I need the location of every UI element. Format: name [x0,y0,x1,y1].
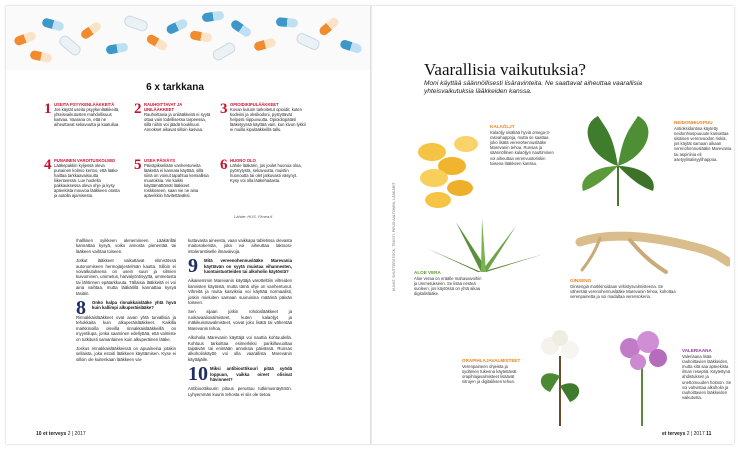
tip-text: Kovan kuluon tarkoitetut opioidit, kuten kodeiini ja oksikodoni, pystyttävät helposti riippuvuutta. Opioidiopätäsi lääketyyssä käyttää vain, kun kivun lykkii ei muilla kipulääkkeillä tallu. [230,107,306,132]
paragraph: Sen sijaan jotkin rohdoslääkkeet ja ruokavaaliovalmisteet, kuten kalaöljyt ja mäkikuismavalmisteet, voivat joko lisätä tai vähentää Marevanin tehoa. [188,309,292,331]
page-number: 11 [706,431,712,437]
panel-text: Aloe veraa on eräälle mahavaivoihin ja ummetukseen. Se lisää nesteä suoleen, jos käytössä on yhtä aikaa digitalislääke. [414,275,482,297]
right-page [372,6,734,444]
fish-oil-capsules-image [412,122,484,210]
panel-ginseng [562,218,734,322]
article-subtitle: Moni käyttää säännöllisesti lisäravinteita. Ne saattavat aiheuttaa vaarallisia yhteisvaikutuksia lääkkeiden kanssa. [424,80,643,95]
magazine-spread [6,6,734,444]
text-column-2 [188,238,292,401]
paragraph: Joskus rinnakkaislääkkeissä on apuaineina jotakin sellaista, joka estoiti lääkkeen käyttämisen. Kyse ei silloin ole kuitenkaan lääkkeen vai- [76,345,176,362]
issue: 2 | 2017 [686,431,705,437]
tip-heading: HUONO OLO [230,158,256,163]
tip-heading: USEITA PSYYKENLÄÄKKEITÄ [54,102,115,107]
panel-text: Antioksidantina käytetty neidonhiuspuuuute kasvattaa sisäisen verenvuodon riskiä, jos käytät samaan aikaan verenohennuslääke Marevania tai aspiriinia eli asetyylisalisyylihappoa. [674,125,732,162]
panel-text: Verenpaineen ohjeista ja sydämen tukeena käytettävät orapihlajavalmisteet lisäävät nitrojen ja digitaliksen tehoa. [462,363,517,385]
question-title: Onko halpa rinnakkaislääke yhtä hyvä kuin kallimpi alkuperäislääke? [92,300,176,311]
panel-label: ALOE VERA [414,270,441,275]
tip-6 [220,158,306,183]
paragraph: Jotkut lääkkeet vaikuttavat elimistössä autonomiseen hermojärjestelmän kautta. Silloin ei voivalkutuksena on usein suun ja silmien kuivuminen, ummetus, harvalyöntisyyttä, ummetusta tai lähtinnen epätarkkuuta. Tällaisia lääkkeitä ei voi aina vaihtaa, mutta lääkärillä kannattaa kysyä täsiäin. [76,258,176,296]
question-8 [76,297,176,320]
right-folio [662,431,711,437]
tip-number: 4 [44,157,52,173]
tip-text: Rauhoittavia ja unilääkkeitä ei syytä ottaa vain todellisessa tarpeessa, sillä niihin voi jäädä koukkuun. Annokset aikavat silloin kasvaa. [144,112,211,132]
tip-number: 3 [220,101,228,117]
panel-valeriaana [604,326,734,426]
text-column-1 [76,238,176,366]
valerian-flower-image [604,326,680,426]
tip-number: 2 [134,101,142,117]
magazine-name: et terveys [662,431,686,437]
issue: 2 | 2017 [67,431,86,437]
tip-text: Päiväpikseliään vanhentuneita lääkettä ei kannata käyttää, sillä siinä on voinut tapahtua kemiallisia muutoksia. Vie kaikki käyttämättömät lääkkeet roskkoseen, saan vie ne aina apteekkiin hävitettäväksi. [144,163,209,198]
tarkkana-box [44,82,306,230]
tip-number: 5 [134,157,142,173]
left-page [6,6,370,444]
paragraph: Ihalllinen syikkeen alenemineen. Lääkärilläi kannattaa kysyä, voiko annosta pienentää tai lääkeen vaihtaa toiseen. [76,238,176,254]
tip-number: 6 [220,157,228,173]
tip-text: Lähde lääkärin, jos joulet huonoa oloa, pyörrytystä, sekavuutta, muistin huonoutta tai olet jatkuvasti väsynyt. Kysy voi olla lääkehaitasta. [230,163,302,183]
panel-orapihlaja [462,326,602,426]
panel-label: GINSENG [570,278,592,283]
left-folio [36,431,86,437]
panel-aloe-vera [410,218,558,322]
tip-text: Jos käytät useita psyykenlääkkeitä, yhteisvaikutusten mahdollisuus kasvaa. Vaarana on, että ne aiheuttavat sekavuutta ja kaatuilua. [54,107,120,127]
tip-3 [220,102,306,132]
tip-text: Lääkepakkin kyljessä oleva punainen kolmio kertoo, että lääke haittaa tarkkaavaisuutta liikenteessä. Lue huolella pakkauksessa oleva ohje ja kysy apteekista mouvoa lääkkeen otosta ja autolla ajamisesta. [54,163,120,198]
aloe-vera-image [416,218,546,272]
panel-text: Valeriaana lisää rauhoittavien lääkkeiden, mutta sitä saa apteekista ilman reseptiä. Käytettynä ahdistuksen ja unettomuuden hoitoon. Se voi vahvistaa alkoholin ja rauhoittavien lääkkeiden vaikutusta. [682,353,732,401]
ginseng-root-image [570,222,730,276]
hawthorn-image [520,326,600,426]
paragraph: kuttavasta aineesta, vaan vaikkapa tabletissa olevasta maitosokerista, joka voi aiheuttaa laktoosi-intoleranttiselle ilmavaivoja. [188,238,292,254]
question-number: 9 [188,255,198,278]
tip-4 [44,158,122,198]
panel-text: Kalaöljy sisältää hyviä omega-3-rasvahappoja, mutta se saattaa joko lisätä verenohennuslääke Marevanin tehoa. Runsas ja säännöllinen kalaöljyn nauttiminen voi aiheuttaa verenvuotoriskin toisena lääkkeen kanssa. [490,129,554,166]
paragraph: Rinnakkaislääkkeet ovat aivan yhtä turvallisia ja tehokkaita kuin alkuperäislääkkeet. Kaikilla markkinoilla olevilla rinnakkaislääkkeillä on myyntilupa, jonka saaminen edellyttää, että valmiste on tutkitusti samanlainen kuin alkuperäinen lääke. [76,314,176,342]
tip-heading: OPIOIDIKIPULÄÄKKEET [230,102,279,107]
question-10 [188,363,292,386]
ginkgo-leaves-image [568,106,668,210]
panel-text: Ginsengiä markkinoidaan virkistysvalmisteena. Se vähentää verenohennuslääke Marevanin tehoa, kohottaa verenpainetta ja voi madaltaa verensokeria. [570,283,676,299]
panel-neidonhiuspuu [562,102,734,214]
panel-kalaoljy [410,118,558,214]
tip-number: 1 [44,101,52,117]
paragraph: Antibioottikuurin pituus perustuu tutkimusnäyttöön. Lyhyemmän kuurin tehosta ei siis ole tietoa. [188,386,292,397]
panel-label: KALAÖLJY [490,124,515,129]
tip-1 [44,102,122,127]
box-source: Lähde: HUS, Fimea.fi [234,214,273,219]
magazine-name: et terveys [42,431,67,437]
box-title: 6 x tarkkana [146,82,204,93]
tip-5 [134,158,212,198]
panel-label: VALERIAANA [682,348,712,353]
page-number: 10 [36,431,42,437]
question-title: Miksi antibioottikuuri pitää syödä loppuun, vaikka oireet olisivat hävinneet? [210,366,292,382]
article-title: Vaarallisia vaikutuksia? [424,60,586,79]
photo-credit: KUVAT: SHUTTERSTOCK, TEKSTI: PIRJO AALTONEN, LÄÄKÄRIT [392,182,396,291]
paragraph: Alkoholia Marevanin käyttäjä voi nauttia kohtuudella. Kohtuus tarkoittaa esimerkiksi parikilluvuoltaa taipäivän tai enintään annoksia päivässä. Runsas alkoholinkäyttö voi olla vaarallista Marevanin käyttäjälle. [188,335,292,362]
question-9 [188,255,292,278]
panel-label: NEIDONHIUSPUU [674,120,713,125]
tip-heading: USEA PÄIVÄYS [144,158,176,163]
tip-heading: RAUHOITTAVAT JA UNILÄÄKKEET [144,102,183,112]
paragraph: Aikaisemmin Marevanin käyttäjä varottelttiin viltreiden kanvisten käytöstä, mutta tämä ohje on vanhentunut. Vihreitä ja muita kasviksia voi käyttää normaalisti, joskin mieluiten samaan suuruisina määrinä päivän toiseen. [188,278,292,306]
question-number: 8 [76,297,86,320]
tip-heading: PUNAINEN VAROITUSKOLMIO [54,158,116,163]
question-number: 10 [188,363,208,386]
panel-label: ORAPIHLAJAVALMISTEET [462,358,521,363]
tip-2 [134,102,212,132]
pills-banner-image [6,6,370,70]
question-title: Mitä vereenohennuslääke Marevania käyttävän on syytä muistaa vihannesten, luontaistuotteiden tai alkoholin käytöstä? [204,258,292,275]
